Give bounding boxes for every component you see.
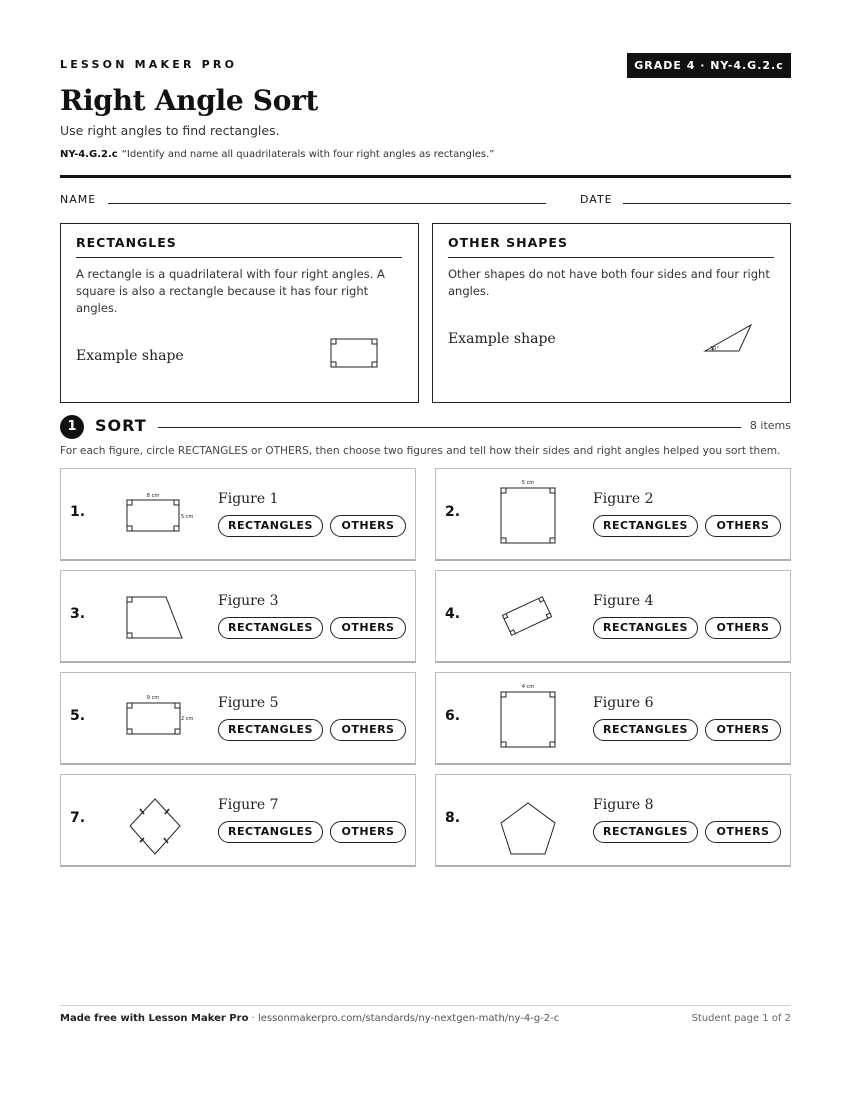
rectangles-example-label: Example shape [76, 348, 184, 364]
name-field[interactable] [108, 203, 546, 204]
footer-credit [60, 1013, 559, 1024]
figure-label: Figure 6 [593, 695, 654, 711]
top-dimension: 4 cm [521, 684, 535, 690]
pentagon-icon [491, 783, 581, 863]
rectangles-choice-button[interactable]: RECTANGLES [593, 515, 698, 537]
figure-label: Figure 5 [218, 695, 279, 711]
name-label: NAME [60, 193, 97, 206]
others-choice-button[interactable]: OTHERS [705, 719, 781, 741]
standard-text: “Identify and name all quadrilaterals with four right angles as rectangles.” [121, 149, 495, 160]
rectangles-info-box [60, 223, 419, 403]
page-subtitle: Use right angles to find rectangles. [60, 123, 280, 138]
others-choice-button[interactable]: OTHERS [330, 821, 406, 843]
rectangles-choice-button[interactable]: RECTANGLES [218, 617, 323, 639]
figure-label: Figure 1 [218, 491, 279, 507]
rhombus-icon [116, 783, 206, 863]
figure-number: 3. [70, 606, 86, 622]
figure-number: 4. [445, 606, 461, 622]
angle-label: 30° [710, 346, 719, 352]
other-shapes-info-box [432, 223, 791, 403]
others-choice-button[interactable]: OTHERS [705, 515, 781, 537]
rectangles-heading-rule [76, 257, 402, 258]
square-icon [491, 477, 581, 557]
standard-code: NY-4.G.2.c [60, 149, 118, 160]
top-dimension: 5 cm [521, 480, 535, 486]
footer-divider [60, 1005, 791, 1006]
tilted-rectangle-icon [491, 579, 581, 655]
other-shapes-heading: OTHER SHAPES [448, 235, 568, 250]
item-count: 8 items [749, 419, 791, 432]
page-title: Right Angle Sort [60, 84, 319, 117]
rectangles-choice-button[interactable]: RECTANGLES [593, 821, 698, 843]
header-divider [60, 175, 791, 178]
figure-label: Figure 7 [218, 797, 279, 813]
figure-card-6 [435, 672, 791, 765]
rectangles-choice-button[interactable]: RECTANGLES [218, 719, 323, 741]
figure-label: Figure 4 [593, 593, 654, 609]
others-choice-button[interactable]: OTHERS [330, 515, 406, 537]
others-choice-button[interactable]: OTHERS [705, 617, 781, 639]
rectangles-choice-button[interactable]: RECTANGLES [218, 515, 323, 537]
example-triangle-icon [701, 321, 757, 357]
figure-number: 6. [445, 708, 461, 724]
figure-number: 2. [445, 504, 461, 520]
footer-made-with: Made free with Lesson Maker Pro [60, 1013, 249, 1024]
section-rule [158, 427, 741, 428]
others-choice-button[interactable]: OTHERS [330, 719, 406, 741]
figure-card-4 [435, 570, 791, 663]
date-field[interactable] [623, 203, 791, 204]
trapezoid-icon [116, 579, 206, 655]
grade-badge: GRADE 4 · NY-4.G.2.c [627, 53, 791, 78]
page-indicator: Student page 1 of 2 [691, 1013, 791, 1024]
section-number-badge: 1 [60, 415, 84, 439]
figure-label: Figure 2 [593, 491, 654, 507]
figure-card-2 [435, 468, 791, 561]
figure-card-3 [60, 570, 416, 663]
rectangles-choice-button[interactable]: RECTANGLES [593, 617, 698, 639]
figure-number: 7. [70, 810, 86, 826]
instructions: For each figure, circle RECTANGLES or OTHERS, then choose two figures and tell how their sides and right angles helped you sort them. [60, 445, 781, 457]
figure-number: 1. [70, 504, 86, 520]
others-choice-button[interactable]: OTHERS [330, 617, 406, 639]
footer-url[interactable]: · lessonmakerpro.com/standards/ny-nextgen-math/ny-4-g-2-c [248, 1013, 560, 1024]
other-shapes-example-label: Example shape [448, 331, 556, 347]
figure-card-1 [60, 468, 416, 561]
side-dimension: 2 cm [181, 716, 194, 722]
figure-card-8 [435, 774, 791, 867]
square-icon [491, 681, 581, 761]
rectangles-choice-button[interactable]: RECTANGLES [218, 821, 323, 843]
rectangle-icon [116, 681, 206, 757]
figure-label: Figure 8 [593, 797, 654, 813]
others-choice-button[interactable]: OTHERS [705, 821, 781, 843]
example-rectangle-icon [329, 337, 381, 371]
rectangles-choice-button[interactable]: RECTANGLES [593, 719, 698, 741]
other-shapes-heading-rule [448, 257, 774, 258]
figure-label: Figure 3 [218, 593, 279, 609]
figure-card-5 [60, 672, 416, 765]
figure-number: 5. [70, 708, 86, 724]
date-label: DATE [580, 193, 613, 206]
top-dimension: 8 cm [146, 493, 160, 499]
section-title: SORT [95, 416, 147, 435]
brand-name: LESSON MAKER PRO [60, 58, 238, 71]
side-dimension: 5 cm [181, 514, 194, 520]
figure-card-7 [60, 774, 416, 867]
top-dimension: 9 cm [146, 695, 160, 701]
other-shapes-description: Other shapes do not have both four sides and four right angles. [448, 267, 770, 298]
figure-number: 8. [445, 810, 461, 826]
rectangles-description: A rectangle is a quadrilateral with four right angles. A square is also a rectangle because it has four right angles. [76, 267, 385, 315]
rectangle-icon [116, 477, 206, 553]
standard-line [60, 149, 494, 160]
rectangles-heading: RECTANGLES [76, 235, 177, 250]
